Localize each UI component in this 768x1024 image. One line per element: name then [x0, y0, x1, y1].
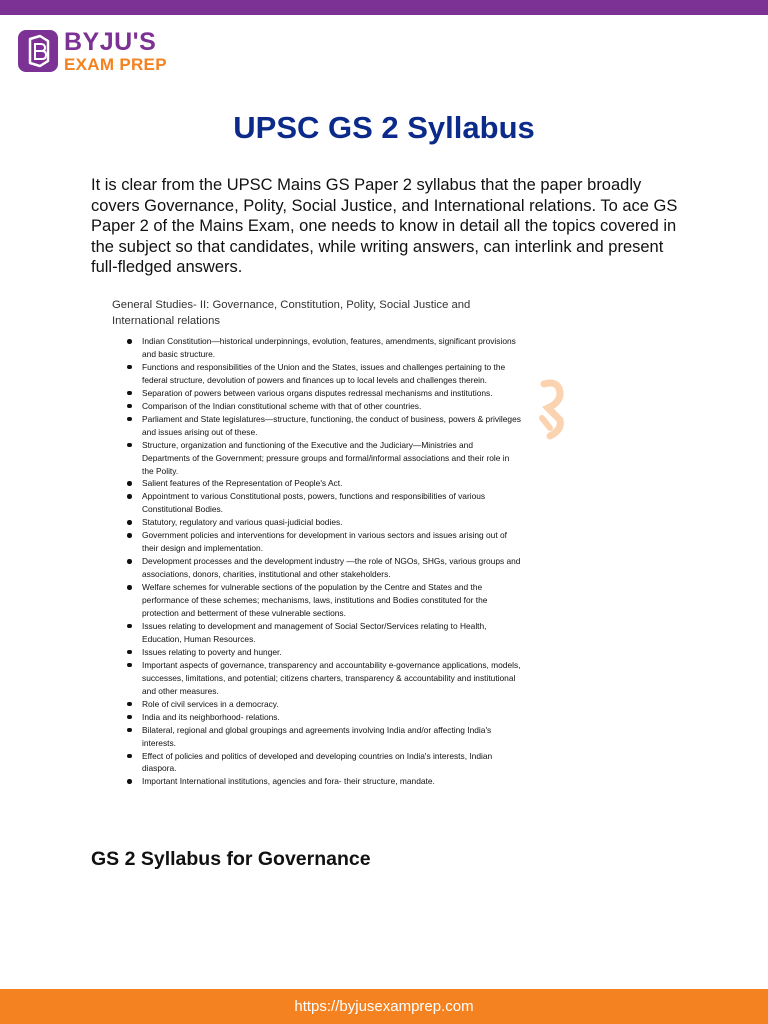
- syllabus-item-text: Issues relating to development and management of Social Sector/Services relating to Health, Education, Human Resources.: [142, 620, 487, 644]
- syllabus-image: [112, 297, 522, 788]
- bullet-icon: [127, 391, 132, 396]
- syllabus-item-text: Role of civil services in a democracy.: [142, 698, 279, 709]
- intro-paragraph: It is clear from the UPSC Mains GS Paper 2 syllabus that the paper broadly covers Governance, Polity, Social Justice, and International relations. To ace GS Paper 2 of the Mains Exam, one needs to know in detail all the topics covered in the subject so that candidates, while writing answers, can interlink and present full-fledged answers.: [91, 176, 678, 276]
- syllabus-item-text: Issues relating to poverty and hunger.: [142, 646, 282, 657]
- bullet-icon: [127, 728, 132, 733]
- syllabus-item: [112, 361, 522, 387]
- bullet-icon: [127, 404, 132, 409]
- bullet-icon: [127, 520, 132, 525]
- syllabus-item: [112, 516, 522, 529]
- bullet-icon: [127, 663, 132, 668]
- syllabus-item: [112, 413, 522, 439]
- syllabus-item-text: Functions and responsibilities of the Union and the States, issues and challenges pertaining to the federal structure, devolution of powers and finances up to local levels and challenges therein.: [142, 361, 506, 385]
- bullet-icon: [127, 443, 132, 448]
- syllabus-item: [112, 698, 522, 711]
- bullet-icon: [127, 494, 132, 499]
- bullet-icon: [127, 754, 132, 759]
- bullet-icon: [127, 650, 132, 655]
- syllabus-item-text: Indian Constitution—historical underpinnings, evolution, features, amendments, significant provisions and basic structure.: [142, 336, 516, 359]
- syllabus-item-text: Appointment to various Constitutional posts, powers, functions and responsibilities of various Constitutional Bodies.: [142, 491, 486, 515]
- syllabus-item-text: Important International institutions, agencies and fora- their structure, mandate.: [142, 776, 435, 787]
- syllabus-item-text: Government policies and interventions for development in various sectors and issues arising out of their design and implementation.: [142, 530, 507, 554]
- bullet-icon: [127, 481, 132, 486]
- syllabus-item-text: Separation of powers between various organs disputes redressal mechanisms and institutions.: [142, 387, 493, 398]
- bullet-icon: [127, 533, 132, 538]
- bullet-icon: [127, 417, 132, 422]
- syllabus-item-text: India and its neighborhood- relations.: [142, 711, 280, 722]
- section-heading: GS 2 Syllabus for Governance: [91, 848, 371, 870]
- bullet-icon: [127, 585, 132, 590]
- syllabus-item: [112, 775, 522, 788]
- syllabus-item-text: Welfare schemes for vulnerable sections of the population by the Centre and States and the performance of these schemes; mechanisms, laws, institutions and Bodies constituted for the protection and betterment of these vulnerable sections.: [142, 582, 488, 619]
- syllabus-item-text: Parliament and State legislatures—structure, functioning, the conduct of business, powers & privileges and issues arising out of these.: [142, 413, 521, 437]
- syllabus-heading: General Studies- II: Governance, Constitution, Polity, Social Justice and International relations: [112, 299, 471, 327]
- syllabus-item: [112, 659, 522, 698]
- brand-subtitle: EXAM PREP: [64, 54, 167, 74]
- page-title: UPSC GS 2 Syllabus: [233, 110, 535, 145]
- syllabus-item-text: Comparison of the Indian constitutional scheme with that of other countries.: [142, 400, 422, 411]
- syllabus-item-text: Bilateral, regional and global groupings and agreements involving India and/or affecting India's interests.: [142, 724, 492, 748]
- syllabus-item: [112, 620, 522, 646]
- watermark-icon: [536, 378, 566, 447]
- syllabus-item: [112, 490, 522, 516]
- syllabus-item: [112, 750, 522, 776]
- syllabus-item: [112, 555, 522, 581]
- top-accent-bar: [0, 0, 768, 15]
- syllabus-item-text: Important aspects of governance, transparency and accountability e-governance applications, models, successes, limitations, and potential; citizens charters, transparency & accountability and institutional and other measures.: [142, 659, 521, 696]
- bullet-icon: [127, 702, 132, 707]
- footer-url-link[interactable]: https://byjusexamprep.com: [294, 998, 474, 1015]
- syllabus-item-text: Effect of policies and politics of developed and developing countries on India's interests, Indian diaspora.: [142, 750, 493, 774]
- bullet-icon: [127, 779, 132, 784]
- bullet-icon: [127, 715, 132, 720]
- syllabus-item: [112, 477, 522, 490]
- syllabus-item: [112, 711, 522, 724]
- syllabus-list: [112, 335, 522, 788]
- syllabus-item: [112, 529, 522, 555]
- syllabus-item-text: Statutory, regulatory and various quasi-judicial bodies.: [142, 517, 343, 528]
- syllabus-item: [112, 387, 522, 400]
- bullet-icon: [127, 339, 132, 344]
- bullet-icon: [127, 624, 132, 629]
- byjus-logo[interactable]: [18, 28, 167, 74]
- syllabus-item: [112, 439, 522, 478]
- syllabus-item: [112, 581, 522, 620]
- syllabus-item-text: Salient features of the Representation of People's Act.: [142, 478, 343, 489]
- syllabus-item: [112, 400, 522, 413]
- bullet-icon: [127, 365, 132, 370]
- brand-name: BYJU'S: [64, 27, 157, 56]
- syllabus-item: [112, 646, 522, 659]
- bullet-icon: [127, 559, 132, 564]
- syllabus-item-text: Structure, organization and functioning of the Executive and the Judiciary—Ministries and Departments of the Government; pressure groups and formal/informal associations and their role in the Polity.: [142, 439, 510, 476]
- footer-bar: [0, 989, 768, 1024]
- syllabus-item-text: Development processes and the development industry —the role of NGOs, SHGs, various groups and associations, donors, charities, institutional and other stakeholders.: [142, 556, 521, 580]
- syllabus-item: [112, 724, 522, 750]
- syllabus-item: [112, 335, 522, 361]
- byjus-logo-icon: [18, 30, 58, 72]
